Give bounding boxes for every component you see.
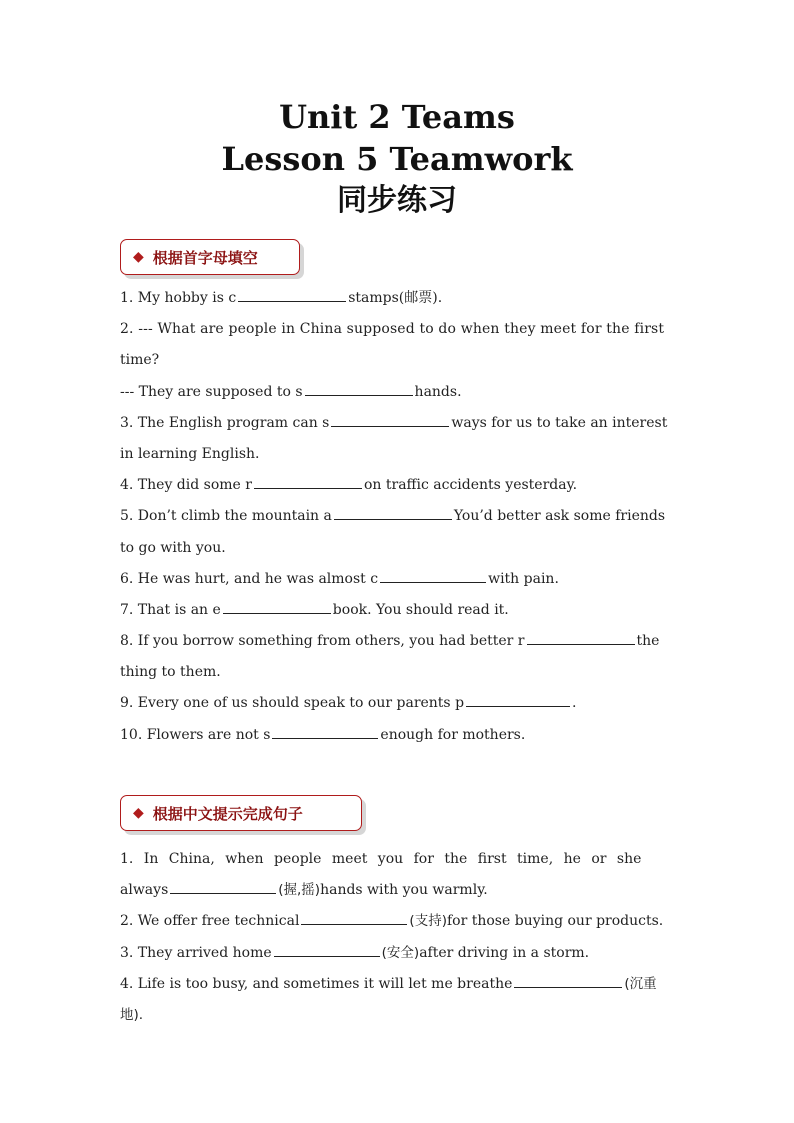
lesson-title: Lesson 5 Teamwork [221, 140, 573, 178]
section1-questions [120, 283, 675, 751]
answer-blank[interactable] [527, 626, 635, 645]
s2-q4-line1: 4. Life is too busy, and sometimes it will let me breathe (沉重 [120, 969, 675, 1000]
answer-blank[interactable] [301, 906, 407, 925]
answer-blank[interactable] [466, 688, 570, 707]
s1-q1: 1. My hobby is c stamps(邮票). [120, 283, 675, 314]
diamond-icon: ◆ [133, 805, 144, 821]
answer-blank[interactable] [170, 875, 276, 894]
s1-q9: 9. Every one of us should speak to our parents p . [120, 688, 675, 719]
diamond-icon: ◆ [133, 249, 144, 265]
s1-q3-line1: 3. The English program can s ways for us to take an interest [120, 408, 675, 439]
section2-heading-tag [120, 795, 362, 831]
s1-q10: 10. Flowers are not s enough for mothers. [120, 720, 675, 751]
s2-q3: 3. They arrived home (安全) after driving in a storm. [120, 938, 675, 969]
s2-q4-line2: 地). [120, 1006, 144, 1023]
title-block [0, 96, 794, 222]
answer-blank[interactable] [514, 969, 622, 988]
s2-q1-line1: 1. In China, when people meet you for the first time, he or she [120, 851, 642, 867]
answer-blank[interactable] [274, 938, 380, 957]
answer-blank[interactable] [380, 564, 486, 583]
s1-q7: 7. That is an e book. You should read it. [120, 595, 675, 626]
s1-q3-line2: in learning English. [120, 445, 260, 462]
s2-q2: 2. We offer free technical (支持) for those buying our products. [120, 906, 675, 937]
section1-heading: 根据首字母填空 [152, 248, 258, 267]
answer-blank[interactable] [254, 470, 362, 489]
answer-blank[interactable] [223, 595, 331, 614]
answer-blank[interactable] [305, 377, 413, 396]
answer-blank[interactable] [272, 720, 378, 739]
s1-q5-line1: 5. Don’t climb the mountain a You’d better ask some friends [120, 501, 675, 532]
s1-q8-line2: thing to them. [120, 664, 221, 681]
answer-blank[interactable] [238, 283, 346, 302]
section2-questions [120, 844, 675, 1031]
s1-q2-answer: --- They are supposed to s hands. [120, 377, 675, 408]
section1-heading-tag [120, 239, 300, 275]
s1-q4: 4. They did some r on traffic accidents yesterday. [120, 470, 675, 501]
answer-blank[interactable] [331, 408, 449, 427]
s1-q2-line2: time? [120, 352, 160, 369]
s2-q1-line2: always (握,摇) hands with you warmly. [120, 875, 675, 906]
section2-heading: 根据中文提示完成句子 [152, 804, 303, 823]
answer-blank[interactable] [334, 501, 452, 520]
s1-q5-line2: to go with you. [120, 539, 226, 556]
unit-title: Unit 2 Teams [279, 98, 515, 136]
s1-q2-line1: 2. --- What are people in China supposed to do when they meet for the first [120, 321, 665, 338]
s1-q6: 6. He was hurt, and he was almost c with pain. [120, 564, 675, 595]
s1-q8-line1: 8. If you borrow something from others, you had better r the [120, 626, 675, 657]
exercise-title: 同步练习 [337, 183, 457, 218]
